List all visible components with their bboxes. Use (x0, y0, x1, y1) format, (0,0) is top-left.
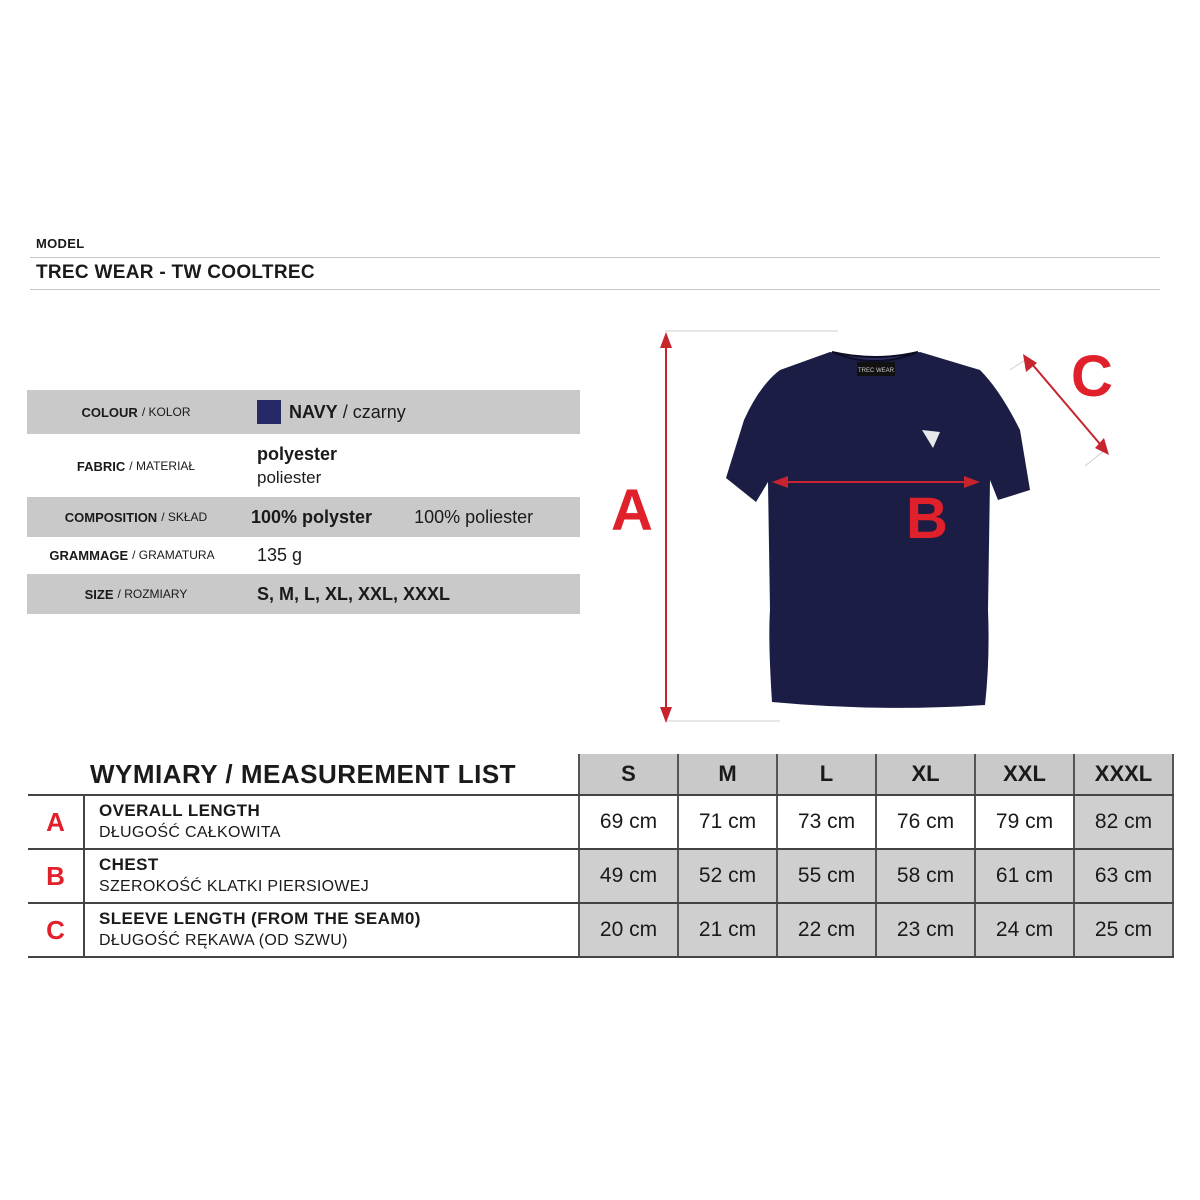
measurement-title: WYMIARY / MEASUREMENT LIST (28, 754, 579, 795)
row-letter: A (28, 795, 84, 849)
composition-value-pl: 100% poliester (414, 506, 534, 527)
measurement-cell: 23 cm (876, 903, 975, 957)
spec-key: COLOUR (81, 404, 138, 420)
spec-key: GRAMMAGE (49, 547, 129, 563)
measurement-cell: 73 cm (777, 795, 876, 849)
measurement-cell: 49 cm (579, 849, 678, 903)
measurement-cell: 76 cm (876, 795, 975, 849)
fabric-value: polyester (257, 444, 338, 464)
spec-key: SIZE (84, 586, 114, 602)
measurement-cell: 20 cm (579, 903, 678, 957)
measurement-cell: 71 cm (678, 795, 777, 849)
size-header: XXXL (1074, 754, 1173, 795)
spec-key-pl: / GRAMATURA (132, 548, 215, 562)
row-label-pl: DŁUGOŚĆ CAŁKOWITA (99, 824, 281, 841)
size-header: XL (876, 754, 975, 795)
divider (30, 257, 1160, 258)
arrow-a-head-up (660, 332, 672, 348)
row-label-pl: SZEROKOŚĆ KLATKI PIERSIOWEJ (99, 878, 370, 895)
row-letter: B (28, 849, 84, 903)
neck-label-text: TREC WEAR (858, 368, 894, 374)
spec-key-pl: / ROZMIARY (117, 587, 188, 601)
measurement-cell: 55 cm (777, 849, 876, 903)
measurement-header-row (28, 754, 1173, 795)
row-label-pl: DŁUGOŚĆ RĘKAWA (OD SZWU) (99, 932, 348, 949)
measurement-cell: 61 cm (975, 849, 1074, 903)
colour-value: NAVY (289, 401, 338, 422)
measurement-cell: 52 cm (678, 849, 777, 903)
table-row (28, 795, 1173, 849)
spec-key-pl: / KOLOR (141, 405, 191, 419)
composition-value: 100% polyster (251, 506, 373, 527)
measurement-cell: 24 cm (975, 903, 1074, 957)
spec-row-size (27, 574, 580, 614)
measurement-table (28, 754, 1174, 958)
spec-row-colour (27, 390, 580, 434)
measurement-cell: 79 cm (975, 795, 1074, 849)
size-header: S (579, 754, 678, 795)
measurement-cell: 82 cm (1074, 795, 1173, 849)
table-row (28, 849, 1173, 903)
row-label-en: CHEST (99, 855, 159, 874)
guide-line (1085, 450, 1105, 466)
row-label-en: OVERALL LENGTH (99, 801, 261, 820)
colour-value-pl: / czarny (337, 401, 406, 422)
size-header: M (678, 754, 777, 795)
grammage-value: 135 g (257, 544, 303, 565)
size-header: L (777, 754, 876, 795)
colour-swatch (257, 400, 281, 424)
spec-key-pl: / MATERIAŁ (129, 459, 196, 473)
shirt-diagram (580, 310, 1180, 740)
divider (30, 289, 1160, 290)
row-letter: C (28, 903, 84, 957)
spec-key: FABRIC (76, 458, 126, 474)
label-b: B (906, 486, 948, 551)
fabric-value-pl: poliester (257, 468, 322, 487)
model-label: MODEL (36, 236, 85, 251)
label-a: A (611, 478, 653, 543)
model-name: TREC WEAR - TW COOLTREC (36, 262, 315, 283)
measurement-cell: 63 cm (1074, 849, 1173, 903)
measurement-cell: 21 cm (678, 903, 777, 957)
spec-row-grammage (27, 537, 580, 573)
row-label-en: SLEEVE LENGTH (FROM THE SEAM0) (99, 909, 421, 928)
spec-key-pl: / SKŁAD (161, 510, 208, 524)
measurement-cell: 22 cm (777, 903, 876, 957)
table-row (28, 903, 1173, 957)
spec-key: COMPOSITION (64, 509, 158, 525)
spec-row-composition (27, 497, 580, 537)
measurement-cell: 25 cm (1074, 903, 1173, 957)
size-value: S, M, L, XL, XXL, XXXL (257, 583, 451, 604)
shirt-body (726, 352, 1030, 708)
spec-row-fabric (27, 442, 580, 490)
measurement-cell: 69 cm (579, 795, 678, 849)
size-header: XXL (975, 754, 1074, 795)
label-c: C (1071, 344, 1113, 409)
arrow-c-head-top (1023, 354, 1037, 372)
measurement-cell: 58 cm (876, 849, 975, 903)
